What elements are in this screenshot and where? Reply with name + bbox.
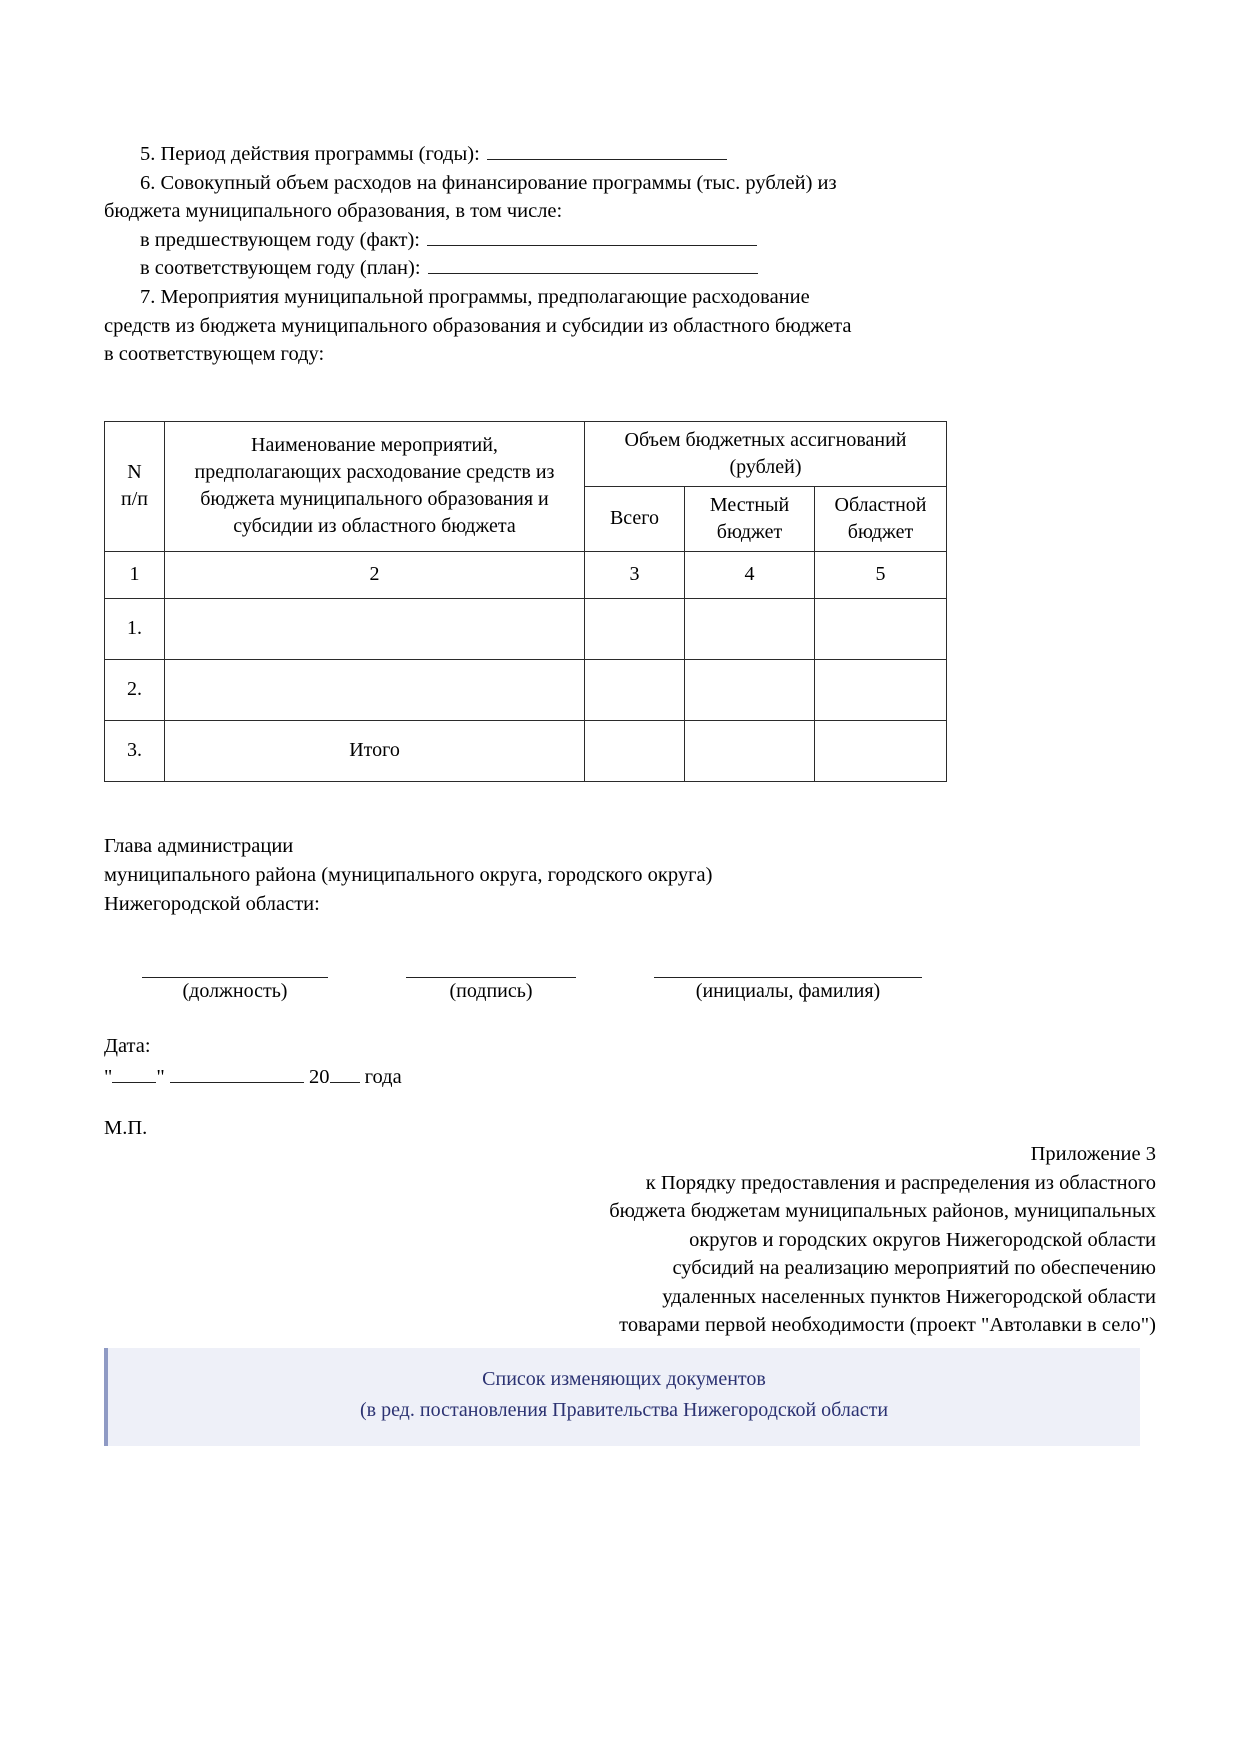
- appendix-heading: [456, 1140, 1156, 1340]
- row-measure-name: Итого: [165, 720, 585, 781]
- colnum-4: 4: [685, 551, 815, 598]
- paragraph-item-6-cont: [104, 197, 1144, 226]
- header-name-line2: предполагающих расходование средств из: [194, 461, 555, 484]
- header-cell-regional-budget: [815, 486, 947, 551]
- row-regional-value[interactable]: [815, 720, 947, 781]
- paragraph-item-7: [104, 283, 1144, 312]
- table-row: [105, 659, 947, 720]
- header-name-line3: бюджета муниципального образования и: [200, 488, 549, 511]
- paragraph-item-5: [104, 140, 1144, 169]
- header-regional-line1: Областной: [834, 493, 927, 516]
- appendix-line-1: Приложение 3: [1030, 1143, 1156, 1165]
- row-index: 2.: [105, 659, 165, 720]
- header-cell-name: [165, 421, 585, 551]
- item-6a-blank-field[interactable]: [427, 226, 757, 246]
- date-year-prefix: 20: [309, 1065, 330, 1088]
- signature-caption-sign: (подпись): [449, 979, 533, 1002]
- item-5-blank-field[interactable]: [487, 140, 727, 160]
- item-6b-blank-field[interactable]: [428, 255, 758, 275]
- header-number-line1: N: [127, 461, 142, 484]
- appendix-line-2: к Порядку предоставления и распределения из областного: [645, 1171, 1156, 1194]
- spacer-before-table: [104, 369, 1144, 421]
- item-7-text-line3: в соответствующем году:: [104, 343, 325, 366]
- date-input-line: [104, 1062, 1144, 1093]
- signature-caption-name: (инициалы, фамилия): [695, 979, 881, 1002]
- row-index: 3.: [105, 720, 165, 781]
- appendix-line-6: удаленных населенных пунктов Нижегородской области: [662, 1285, 1156, 1308]
- table-row: [105, 598, 947, 659]
- header-cell-number: [105, 421, 165, 551]
- table-head: [105, 421, 947, 551]
- signer-title-line-1: Глава администрации: [104, 834, 294, 857]
- signature-block: [104, 832, 1144, 1140]
- signer-title-line-2: муниципального района (муниципального округа, городского округа): [104, 863, 713, 886]
- signature-caption-position: (должность): [182, 979, 288, 1002]
- stamp-placeholder: М.П.: [104, 1116, 148, 1139]
- signer-title-line-3: Нижегородской области:: [104, 892, 320, 915]
- table-body: [105, 551, 947, 781]
- date-quote-open: ": [104, 1065, 113, 1088]
- header-number-line2: п/п: [121, 488, 148, 511]
- item-5-text: Период действия программы (годы):: [160, 143, 480, 165]
- header-local-line1: Местный: [709, 493, 790, 516]
- table-row-total: [105, 720, 947, 781]
- paragraph-item-6a: [104, 226, 1144, 255]
- item-5-number: 5.: [140, 143, 156, 165]
- item-6-text-line2: бюджета муниципального образования, в том числе:: [104, 200, 563, 223]
- row-local-value[interactable]: [685, 598, 815, 659]
- appendix-line-5: субсидий на реализацию мероприятий по обеспечению: [672, 1257, 1156, 1279]
- colnum-3: 3: [585, 551, 685, 598]
- date-year-field[interactable]: [330, 1063, 360, 1082]
- header-group-line1: Объем бюджетных ассигнований: [624, 428, 907, 451]
- signature-slot-position: [140, 959, 330, 1003]
- row-regional-value[interactable]: [815, 659, 947, 720]
- paragraph-item-7-cont2: [104, 340, 1144, 369]
- budget-allocations-table: [104, 421, 947, 782]
- item-6-text-line1: Совокупный объем расходов на финансирование программы (тыс. рублей) из: [160, 171, 837, 194]
- paragraph-item-7-cont1: [104, 312, 1144, 341]
- colnum-2: 2: [165, 551, 585, 598]
- appendix-line-7: товарами первой необходимости (проект "Автолавки в село"): [619, 1314, 1156, 1336]
- changing-documents-box: [104, 1348, 1140, 1446]
- table-header-row-1: [105, 421, 947, 486]
- row-measure-name[interactable]: [165, 598, 585, 659]
- row-local-value[interactable]: [685, 659, 815, 720]
- date-year-suffix: года: [364, 1065, 402, 1088]
- header-cell-local-budget: [685, 486, 815, 551]
- date-day-field[interactable]: [112, 1063, 156, 1082]
- paragraph-item-6: [104, 169, 1144, 198]
- signature-rule-position[interactable]: [142, 959, 328, 978]
- row-total-value[interactable]: [585, 720, 685, 781]
- signature-slot-sign: [404, 959, 578, 1003]
- date-quote-close: ": [156, 1065, 165, 1088]
- appendix-line-3: бюджета бюджетам муниципальных районов, муниципальных: [609, 1200, 1156, 1222]
- colnum-1: 1: [105, 551, 165, 598]
- row-total-value[interactable]: [585, 598, 685, 659]
- paragraph-item-6b: [104, 254, 1144, 283]
- header-local-line2: бюджет: [716, 520, 783, 543]
- header-group-line2: (рублей): [729, 455, 802, 478]
- header-cell-allocations-group: [585, 421, 947, 486]
- item-6a-text: в предшествующем году (факт):: [140, 228, 421, 251]
- item-7-number: 7.: [140, 285, 156, 308]
- signature-slot-name: [652, 959, 924, 1003]
- date-label: Дата:: [104, 1034, 151, 1057]
- appendix-line-4: округов и городских округов Нижегородской области: [689, 1228, 1156, 1251]
- date-block: [104, 1031, 1144, 1093]
- row-local-value[interactable]: [685, 720, 815, 781]
- row-regional-value[interactable]: [815, 598, 947, 659]
- header-cell-total: Всего: [585, 486, 685, 551]
- header-regional-line2: бюджет: [847, 520, 914, 543]
- colnum-5: 5: [815, 551, 947, 598]
- header-name-line4: субсидии из областного бюджета: [233, 515, 516, 538]
- table-column-numbering-row: [105, 551, 947, 598]
- changing-documents-title: Список изменяющих документов: [482, 1368, 766, 1390]
- signature-slots: [104, 959, 1144, 1017]
- item-6b-text: в соответствующем году (план):: [140, 257, 421, 280]
- row-index: 1.: [105, 598, 165, 659]
- signature-rule-sign[interactable]: [406, 959, 576, 978]
- item-7-text-line2: средств из бюджета муниципального образования и субсидии из областного бюджета: [104, 314, 852, 337]
- item-6-number: 6.: [140, 171, 156, 194]
- row-total-value[interactable]: [585, 659, 685, 720]
- changing-documents-subtitle: (в ред. постановления Правительства Нижегородской области: [359, 1399, 889, 1421]
- header-name-line1: Наименование мероприятий,: [251, 434, 498, 457]
- item-7-text-line1: Мероприятия муниципальной программы, предполагающие расходование: [160, 285, 810, 308]
- signature-rule-name[interactable]: [654, 959, 922, 978]
- date-month-field[interactable]: [170, 1063, 304, 1082]
- row-measure-name[interactable]: [165, 659, 585, 720]
